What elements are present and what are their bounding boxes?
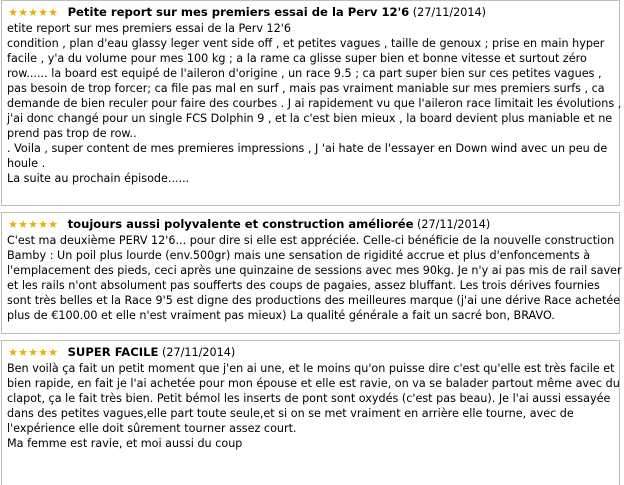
review-text-line: houle . — [7, 157, 46, 170]
star-rating — [8, 4, 58, 21]
star-icon: ★ — [48, 6, 58, 19]
review-text-line: clapot, ça le fait très bien. Petit bémol les inserts de pont sont oxydés (c'est pas beau). Je l'ai aussi essayée — [7, 392, 611, 405]
review-text-line: prend pas trop de row.. — [7, 127, 137, 140]
review-date: (27/11/2014) — [412, 6, 486, 19]
review-text-line: bien rapide, en fait je l'ai achetée pour mon épouse et elle est ravie, on va se balader partout même avec du — [7, 377, 620, 390]
star-icon: ★ — [8, 218, 18, 231]
review-body — [7, 361, 620, 451]
star-icon: ★ — [18, 218, 28, 231]
star-icon: ★ — [28, 218, 38, 231]
star-icon: ★ — [18, 6, 28, 19]
review-text-line: . Voila , super content de mes premieres impressions , J 'ai hate de l'essayer en Down wind avec un peu de — [7, 142, 608, 155]
review-title: Petite report sur mes premiers essai de la Perv 12'6 — [67, 5, 410, 19]
review-text-line: j'ai donc changé pour un single FCS Dolphin 9 , et la c'est bien mieux , la board devient plus maniable et ne — [7, 112, 613, 125]
review-text-line: sont très belles et la Race 9'5 est digne des productions des meilleures marque (j'ai une dérive Race achetée — [7, 294, 621, 307]
review-date: (27/11/2014) — [417, 218, 491, 231]
review-text-line: demande de bien reculer pour faire des courbes . J ai rapidement vu que l'aileron race limitait les évolutions , — [7, 97, 622, 110]
review-text-line: pas besoin de trop forcer; ca file pas mal en surf , mais pas vraiment maniable sur mes premiers surfs , ca — [7, 82, 605, 95]
review-text-line: C'est ma deuxième PERV 12'6... pour dire si elle est appréciée. Celle-ci bénéficie de la nouvelle construction — [7, 234, 615, 247]
review-text-line: facile , y'a du volume pour mes 100 kg ; a la rame ca glisse super bien et bonne vitesse et surtout zéro — [7, 52, 587, 65]
review-text-line: dans des petites vagues,elle part toute seule,et si on se met vraiment en arrière elle tourne, avec de — [7, 407, 574, 420]
review-text-line: l'expérience elle doit sûrement tourner assez court. — [7, 422, 297, 435]
review-body — [7, 233, 622, 323]
review-card — [1, 0, 620, 206]
star-icon: ★ — [28, 346, 38, 359]
review-title: SUPER FACILE — [67, 345, 159, 359]
star-icon: ★ — [38, 6, 48, 19]
review-card — [1, 212, 620, 334]
star-rating — [8, 216, 58, 233]
review-body — [7, 21, 622, 186]
review-text-line: Ben voilà ça fait un petit moment que j'en ai une, et le moins qu'on puisse dire c'est qu'elle est très facile et — [7, 362, 615, 375]
star-icon: ★ — [38, 218, 48, 231]
review-text-line: condition , plan d'eau glassy leger vent side off , et petites vagues , taille de genoux ; prise en main hyper — [7, 37, 605, 50]
star-icon: ★ — [8, 346, 18, 359]
review-text-line: Ma femme est ravie, et moi aussi du coup — [7, 437, 243, 450]
star-icon: ★ — [48, 218, 58, 231]
review-header — [7, 4, 614, 21]
review-text-line: plus de €100.00 et elle n'est vraiment pas mieux) La qualité générale a fait un sacré bon, BRAVO. — [7, 309, 555, 322]
review-text-line: La suite au prochain épisode...... — [7, 172, 190, 185]
star-icon: ★ — [8, 6, 18, 19]
review-text-line: l'emplacement des pieds, ceci après une quinzaine de sessions avec mes 90kg. Je n'y ai pas mis de rail saver — [7, 264, 622, 277]
review-date: (27/11/2014) — [161, 346, 236, 359]
star-rating — [8, 344, 58, 361]
star-icon: ★ — [38, 346, 48, 359]
star-icon: ★ — [48, 346, 58, 359]
review-header — [7, 344, 614, 361]
review-text-line: et les rails n'ont absolument pas soufferts des coups de pagaies, assez bluffant. Les trois dérives fournies — [7, 279, 600, 292]
star-icon: ★ — [28, 6, 38, 19]
review-text-line: etite report sur mes premiers essai de la Perv 12'6 — [7, 22, 291, 35]
star-icon: ★ — [18, 346, 28, 359]
review-card — [1, 340, 620, 485]
review-header — [7, 216, 614, 233]
review-title: toujours aussi polyvalente et construction améliorée — [67, 217, 414, 231]
review-text-line: row...... la board est equipé de l'aileron d'origine , un race 9.5 ; ca part super bien sur ces petites vagues , — [7, 67, 602, 80]
review-text-line: Bamby : Un poil plus lourde (env.500gr) mais une sensation de rigidité accrue et plus d'enfoncements à — [7, 249, 591, 262]
